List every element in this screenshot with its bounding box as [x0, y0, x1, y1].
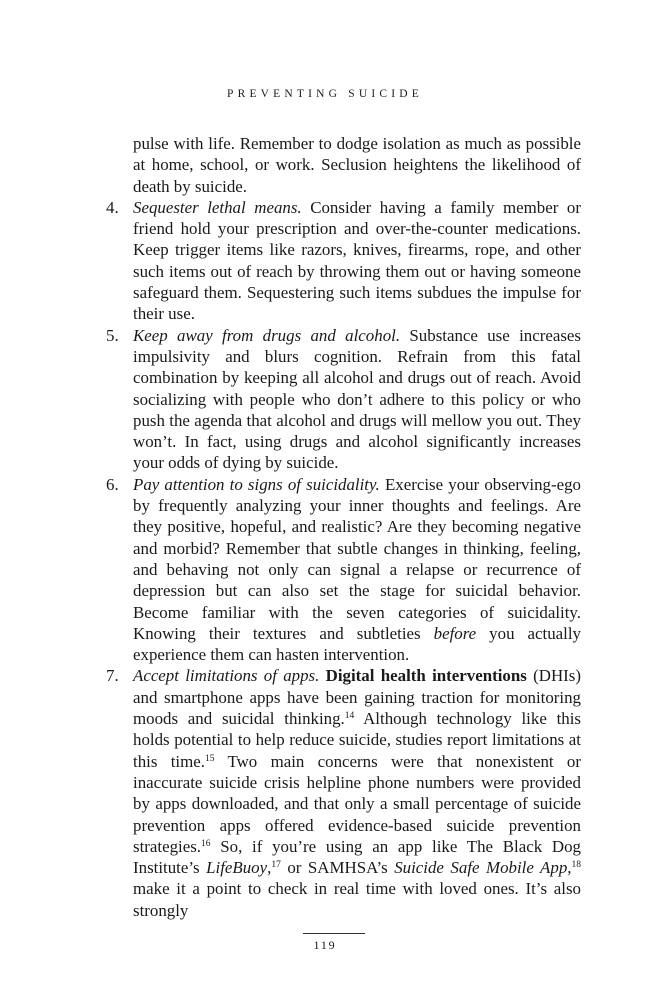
item-text: Substance use increases impulsivity and blurs cognition. Refrain from this fatal combination by keeping all alcohol and drugs out of reach. Avoid socializing with people who don’t adhere to this policy or who push the agenda that alcohol and drugs will mellow you out. They won’t. In fact, using drugs and alcohol significantly increases your odds of dying by suicide.	[133, 325, 581, 473]
footnote-ref[interactable]: 16	[201, 838, 211, 849]
app-name: LifeBuoy	[206, 858, 268, 878]
item-text: (DHIs) and smartphone apps have been gaining traction for monitoring moods and suicidal thinking.	[133, 666, 581, 729]
page-number: 119	[313, 938, 337, 952]
list-item-7	[106, 665, 582, 921]
list-item-4	[106, 197, 582, 325]
item-lead: Keep away from drugs and alcohol.	[133, 325, 401, 345]
item-emphasis: before	[433, 623, 477, 643]
item-lead: Pay attention to signs of suicidality.	[133, 474, 380, 494]
folio-rule	[303, 933, 365, 934]
item-lead: Accept limitations of apps.	[133, 666, 320, 686]
item-text: Exercise your observing-ego by frequently analyzing your inner thoughts and feelings. Are they positive, hopeful, and realistic? Are they becoming negative and morbid? Remember that subtle changes in thinking, feeling, and behaving not only can signal a relapse or recurrence of depression but can also set the stage for suicidal behavior. Become familiar with the seven categories of suicidality. Knowing their textures and subtleties	[133, 474, 581, 643]
list-item-6	[106, 474, 582, 666]
item-text: So, if you’re using an app like The Black Dog Institute’s	[133, 836, 581, 878]
item-text: Although technology like this holds potential to help reduce suicide, studies report limitations at this time.	[133, 709, 581, 771]
item-text: Consider having a family member or friend hold your prescription and over-the-counter medications. Keep trigger items like razors, knives, firearms, rope, and other such items out of reach by throwing them out or having someone safeguard them. Sequestering such items subdues the impulse for their use.	[133, 197, 582, 324]
bold-term: Digital health interventions	[325, 666, 527, 686]
list-number: 7.	[106, 666, 119, 686]
running-head: PREVENTING SUICIDE	[226, 88, 424, 100]
list-item-5	[106, 325, 581, 474]
item-text: ,	[267, 858, 272, 878]
list-number: 4.	[106, 197, 119, 217]
list-number: 6.	[106, 474, 119, 494]
footnote-ref[interactable]: 18	[571, 860, 581, 871]
item-text: Two main concerns were that nonexistent or inaccurate suicide crisis helpline phone numbers were provided by apps downloaded, and that only a small percentage of suicide prevention apps offered evidence-based suicide prevention strategies.	[133, 751, 582, 856]
footnote-ref[interactable]: 14	[344, 711, 355, 722]
continuation-paragraph: pulse with life. Remember to dodge isolation as much as possible at home, school, or work. Seclusion heightens the likelihood of death by suicide.	[133, 134, 581, 196]
footnote-ref[interactable]: 15	[204, 753, 215, 764]
list-number: 5.	[106, 325, 119, 345]
item-text: or SAMHSA’s	[280, 858, 395, 878]
app-name: Suicide Safe Mobile App	[394, 858, 568, 878]
item-text: you actually experience them can hasten intervention.	[133, 623, 582, 665]
item-text: make it a point to check in real time with loved ones. It’s also strongly	[133, 879, 581, 920]
body-text	[106, 133, 582, 921]
item-lead: Sequester lethal means.	[133, 197, 302, 217]
footnote-ref[interactable]: 17	[271, 860, 281, 871]
item-text: ,	[567, 858, 572, 878]
